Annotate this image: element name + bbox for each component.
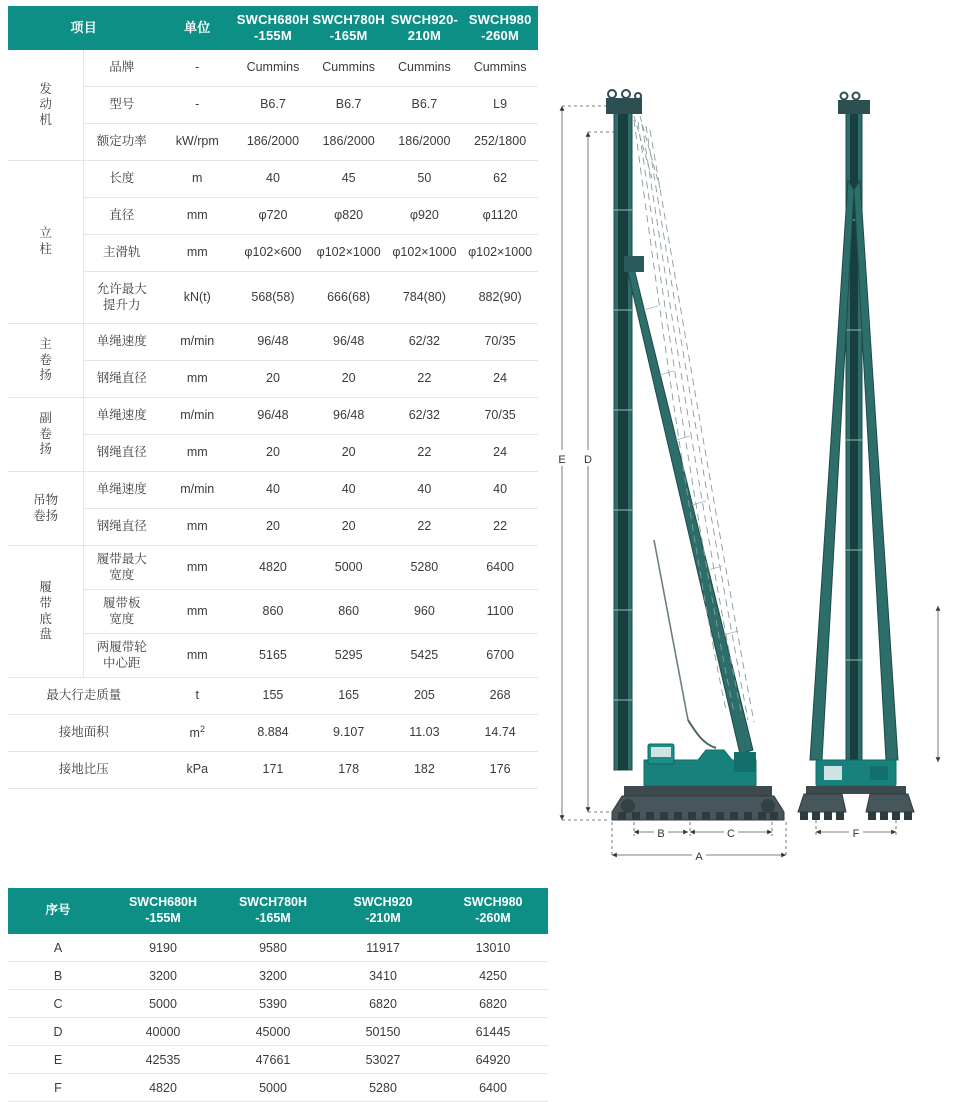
row-value: B6.7	[235, 87, 311, 124]
header-model-3	[387, 6, 463, 50]
row-value: B6.7	[311, 87, 387, 124]
dim-row-value: 3410	[328, 962, 438, 990]
row-value: 20	[311, 361, 387, 398]
row-unit: t	[159, 678, 235, 715]
front-head-sheave-1	[841, 93, 848, 100]
row-unit-base: m	[189, 726, 200, 741]
row-item-label: 品牌	[84, 50, 160, 87]
row-unit: mm	[159, 509, 235, 546]
table-row	[8, 361, 538, 398]
drill-hose	[688, 720, 716, 748]
row-item-label: 主滑轨	[84, 235, 160, 272]
group-label-engine-char3: 机	[39, 112, 52, 127]
front-track-left	[798, 794, 846, 812]
row-value: 178	[311, 752, 387, 789]
header-model-2-line2: -165M	[329, 28, 368, 43]
header-model-4-line1: SWCH980	[468, 11, 532, 27]
group-label-main-winch-char3: 扬	[39, 368, 52, 383]
group-label-crawler-char4: 盘	[39, 627, 52, 642]
row-item-label	[84, 590, 160, 634]
dim-label-D: D	[584, 454, 592, 466]
row-value: φ1120	[462, 198, 538, 235]
group-label-aux-winch-char2: 卷	[39, 426, 52, 441]
row-item-label: 钢绳直径	[84, 509, 160, 546]
dim-row-value: 5000	[218, 1074, 328, 1102]
row-unit	[159, 715, 235, 752]
row-value: 14.74	[462, 715, 538, 752]
row-value: B6.7	[387, 87, 463, 124]
row-value: 568(58)	[235, 272, 311, 324]
dim-label-E: E	[558, 454, 566, 466]
row-value: 70/35	[462, 398, 538, 435]
table-row	[8, 161, 538, 198]
dim-row-value: 45000	[218, 1018, 328, 1046]
dim-row-value: 13010	[438, 934, 548, 962]
dim-row-value: 4250	[438, 962, 548, 990]
table-row	[8, 1018, 548, 1046]
group-label-crawler-char2: 带	[39, 595, 52, 610]
header-item-label: 项目	[70, 19, 97, 35]
row-unit: kPa	[159, 752, 235, 789]
dim-row-value: 3200	[108, 962, 218, 990]
table-row	[8, 590, 538, 634]
row-unit-exponent: 2	[199, 724, 205, 735]
row-value: 20	[311, 435, 387, 472]
row-value: 171	[235, 752, 311, 789]
dim-label-A: A	[695, 851, 703, 863]
dim-row-value: 50150	[328, 1018, 438, 1046]
dim-row-label: D	[8, 1018, 108, 1046]
row-value: 96/48	[235, 398, 311, 435]
group-label-mast	[8, 161, 84, 324]
group-label-main-winch-char1: 主	[39, 337, 52, 352]
row-value: 40	[311, 472, 387, 509]
group-label-aux-winch	[8, 398, 84, 472]
front-head-sheave-2	[853, 93, 860, 100]
front-view-machine	[798, 93, 914, 821]
dim-row-value: 3200	[218, 962, 328, 990]
row-item-label-line1: 履带板	[103, 595, 141, 610]
boom-segment-lines	[644, 306, 738, 635]
dim-header-model-3	[328, 888, 438, 934]
row-value: 22	[387, 435, 463, 472]
row-value: 205	[387, 678, 463, 715]
group-label-main-winch	[8, 324, 84, 398]
dimension-table-body	[8, 934, 548, 1102]
row-value: 6700	[462, 634, 538, 678]
row-value: 4820	[235, 546, 311, 590]
row-item-label-line2: 宽度	[109, 611, 135, 626]
dashed-guides	[634, 116, 660, 188]
drawing-svg	[548, 60, 953, 870]
dim-row-label: C	[8, 990, 108, 1018]
front-cabin-window	[824, 766, 842, 780]
row-value: 40	[235, 472, 311, 509]
table-row	[8, 715, 538, 752]
header-model-2-line1: SWCH780H	[312, 11, 385, 27]
row-value: 22	[387, 361, 463, 398]
row-item-label: 钢绳直径	[84, 435, 160, 472]
header-model-1	[235, 6, 311, 50]
group-label-aux-winch-char1: 副	[39, 411, 52, 426]
group-label-main-winch-char2: 卷	[39, 352, 52, 367]
row-item-label: 钢绳直径	[84, 361, 160, 398]
row-value: Cummins	[387, 50, 463, 87]
row-unit: -	[159, 87, 235, 124]
row-value: 165	[311, 678, 387, 715]
machine-drawing	[548, 60, 953, 870]
row-item-label-line2: 中心距	[103, 655, 141, 670]
row-value: L9	[462, 87, 538, 124]
dim-label-F: F	[852, 828, 860, 840]
row-value: 20	[311, 509, 387, 546]
dim-row-label: F	[8, 1074, 108, 1102]
row-value: 40	[387, 472, 463, 509]
row-value: 96/48	[235, 324, 311, 361]
group-label-aux-winch-char3: 扬	[39, 442, 52, 457]
row-value: Cummins	[462, 50, 538, 87]
row-value: 784(80)	[387, 272, 463, 324]
front-track-frame	[806, 786, 906, 794]
specification-table-container	[8, 6, 538, 789]
dim-row-value: 6400	[438, 1074, 548, 1102]
row-unit: mm	[159, 435, 235, 472]
row-value: 24	[462, 435, 538, 472]
row-item-label-line1: 允许最大	[96, 281, 147, 296]
row-item-label-line1: 两履带轮	[96, 639, 147, 654]
cabin-window	[651, 747, 671, 757]
group-label-engine	[8, 50, 84, 161]
row-value: 20	[235, 361, 311, 398]
dim-row-value: 61445	[438, 1018, 548, 1046]
dimension-table	[8, 888, 548, 1102]
dim-header-model-1-line1: SWCH680H	[128, 895, 198, 910]
group-label-lifting-winch	[8, 472, 84, 546]
header-model-2	[311, 6, 387, 50]
row-unit: mm	[159, 198, 235, 235]
dim-row-value: 11917	[328, 934, 438, 962]
front-counterweight	[870, 766, 888, 780]
mast-inner-rail	[618, 110, 628, 770]
row-value: 96/48	[311, 324, 387, 361]
header-unit	[159, 6, 235, 50]
row-value: φ820	[311, 198, 387, 235]
row-value: 8.884	[235, 715, 311, 752]
table-row	[8, 398, 538, 435]
row-value: 62/32	[387, 398, 463, 435]
table-row	[8, 124, 538, 161]
row-value: 186/2000	[387, 124, 463, 161]
row-value: 62	[462, 161, 538, 198]
dim-row-label: E	[8, 1046, 108, 1074]
table-row	[8, 198, 538, 235]
table-row	[8, 509, 538, 546]
dim-header-model-3-line1: SWCH920	[353, 895, 413, 910]
row-value: 40	[462, 472, 538, 509]
row-value: φ102×1000	[311, 235, 387, 272]
row-value: 268	[462, 678, 538, 715]
row-value: 11.03	[387, 715, 463, 752]
dim-row-value: 5390	[218, 990, 328, 1018]
dim-row-value: 9580	[218, 934, 328, 962]
row-value: 5000	[311, 546, 387, 590]
table-row	[8, 934, 548, 962]
mast-head-sheave-3	[635, 93, 641, 99]
row-value: 666(68)	[311, 272, 387, 324]
row-value: 960	[387, 590, 463, 634]
row-value: 5280	[387, 546, 463, 590]
row-unit: mm	[159, 361, 235, 398]
row-value: 24	[462, 361, 538, 398]
track-sprocket-rear	[761, 799, 775, 813]
row-value: φ102×1000	[462, 235, 538, 272]
dim-row-value: 53027	[328, 1046, 438, 1074]
row-item-label-line2: 宽度	[109, 567, 135, 582]
dim-row-value: 5280	[328, 1074, 438, 1102]
dim-header-model-4-line2: -260M	[475, 911, 511, 925]
dim-row-value: 4820	[108, 1074, 218, 1102]
row-item-label: 最大行走质量	[8, 678, 159, 715]
row-item-label: 长度	[84, 161, 160, 198]
row-item-label: 型号	[84, 87, 160, 124]
dim-row-value: 64920	[438, 1046, 548, 1074]
dim-header-model-2-line2: -165M	[255, 911, 291, 925]
row-value: 860	[311, 590, 387, 634]
header-model-3-line1: SWCH920-	[390, 11, 459, 27]
track-idler-front	[621, 799, 635, 813]
row-unit: m/min	[159, 472, 235, 509]
row-value: 9.107	[311, 715, 387, 752]
row-value: 860	[235, 590, 311, 634]
mast-head-sheave-2	[622, 90, 630, 98]
row-value: 20	[235, 435, 311, 472]
dimension-table-head	[8, 888, 548, 934]
row-value: 176	[462, 752, 538, 789]
dim-row-value: 6820	[328, 990, 438, 1018]
group-label-lifting-winch-char2: 卷扬	[33, 508, 59, 523]
row-value: 70/35	[462, 324, 538, 361]
row-value: 5295	[311, 634, 387, 678]
table-row	[8, 546, 538, 590]
dim-row-value: 5000	[108, 990, 218, 1018]
table-row	[8, 50, 538, 87]
group-label-mast-char1: 立	[39, 226, 52, 241]
row-value: φ720	[235, 198, 311, 235]
group-label-engine-char2: 动	[39, 97, 52, 112]
dim-row-value: 40000	[108, 1018, 218, 1046]
group-label-crawler-char1: 履	[39, 580, 52, 595]
dim-header-index	[8, 888, 108, 934]
table-row	[8, 272, 538, 324]
header-model-4	[462, 6, 538, 50]
row-value: 50	[387, 161, 463, 198]
row-unit: mm	[159, 235, 235, 272]
header-model-1-line2: -155M	[254, 28, 292, 43]
group-label-mast-char2: 柱	[39, 242, 52, 256]
specification-table	[8, 6, 538, 789]
dim-header-index-label: 序号	[45, 903, 71, 918]
table-row	[8, 634, 538, 678]
row-value: 5165	[235, 634, 311, 678]
dim-header-model-1-line2: -155M	[145, 911, 181, 925]
row-unit: mm	[159, 634, 235, 678]
crawler-track-front	[798, 786, 914, 820]
row-value: 1100	[462, 590, 538, 634]
dim-header-model-4	[438, 888, 548, 934]
header-unit-label: 单位	[184, 19, 211, 35]
dim-row-value: 42535	[108, 1046, 218, 1074]
dim-header-model-2-line1: SWCH780H	[238, 895, 308, 910]
dim-label-B: B	[657, 828, 665, 840]
front-track-shoes	[800, 812, 912, 820]
row-unit: kN(t)	[159, 272, 235, 324]
row-value: 186/2000	[235, 124, 311, 161]
row-unit: m/min	[159, 398, 235, 435]
row-value: 186/2000	[311, 124, 387, 161]
group-label-crawler	[8, 546, 84, 678]
row-item-label: 额定功率	[84, 124, 160, 161]
row-item-label: 单绳速度	[84, 398, 160, 435]
table-row	[8, 990, 548, 1018]
row-item-label	[84, 272, 160, 324]
row-value: 6400	[462, 546, 538, 590]
table-header-row	[8, 6, 538, 50]
side-view-machine	[606, 90, 784, 820]
dimension-table-container	[8, 888, 538, 1102]
specification-table-body	[8, 50, 538, 789]
counterweight	[734, 752, 756, 772]
dim-row-label: A	[8, 934, 108, 962]
header-model-4-line2: -260M	[481, 28, 520, 43]
table-row	[8, 472, 538, 509]
group-label-crawler-char3: 底	[39, 611, 52, 626]
row-unit: mm	[159, 546, 235, 590]
table-row	[8, 752, 538, 789]
table-row	[8, 235, 538, 272]
row-item-label: 接地比压	[8, 752, 159, 789]
row-item-label: 接地面积	[8, 715, 159, 752]
row-unit: mm	[159, 590, 235, 634]
row-unit: kW/rpm	[159, 124, 235, 161]
dim-header-model-3-line2: -210M	[365, 911, 401, 925]
table-row	[8, 435, 538, 472]
row-item-label	[84, 546, 160, 590]
row-value: 182	[387, 752, 463, 789]
dim-row-value: 9190	[108, 934, 218, 962]
dim-header-model-1	[108, 888, 218, 934]
track-frame	[624, 786, 772, 796]
table-row	[8, 87, 538, 124]
row-value: φ920	[387, 198, 463, 235]
mast-head	[606, 98, 642, 114]
row-value: 96/48	[311, 398, 387, 435]
row-item-label-line1: 履带最大	[96, 551, 147, 566]
dim-label-C: C	[727, 828, 735, 840]
row-value: 20	[235, 509, 311, 546]
header-model-3-line2: 210M	[407, 28, 442, 43]
front-track-right	[866, 794, 914, 812]
row-item-label: 单绳速度	[84, 324, 160, 361]
group-label-lifting-winch-char1: 吊物	[33, 492, 59, 507]
table-row	[8, 962, 548, 990]
header-item	[8, 6, 159, 50]
front-mast-head	[838, 100, 870, 114]
row-value: φ102×600	[235, 235, 311, 272]
dim-row-label: B	[8, 962, 108, 990]
dim-header-model-2	[218, 888, 328, 934]
specification-table-head	[8, 6, 538, 50]
dim-header-model-4-line1: SWCH980	[463, 895, 523, 910]
row-item-label-line2: 提升力	[103, 297, 141, 312]
row-value: 22	[462, 509, 538, 546]
row-value: Cummins	[235, 50, 311, 87]
row-item-label	[84, 634, 160, 678]
row-value: 40	[235, 161, 311, 198]
row-unit: -	[159, 50, 235, 87]
row-value: Cummins	[311, 50, 387, 87]
crawler-track-side	[612, 786, 784, 820]
table-row	[8, 324, 538, 361]
group-label-engine-char1: 发	[39, 81, 52, 96]
row-item-label: 单绳速度	[84, 472, 160, 509]
dim-row-value: 47661	[218, 1046, 328, 1074]
row-value: 5425	[387, 634, 463, 678]
row-value: 882(90)	[462, 272, 538, 324]
row-value: 62/32	[387, 324, 463, 361]
dim-row-value: 6820	[438, 990, 548, 1018]
row-unit: m/min	[159, 324, 235, 361]
row-value: 45	[311, 161, 387, 198]
row-unit: m	[159, 161, 235, 198]
table-row	[8, 1074, 548, 1102]
table-row	[8, 1046, 548, 1074]
row-value: φ102×1000	[387, 235, 463, 272]
header-model-1-line1: SWCH680H	[236, 11, 310, 27]
mast-head-sheave-1	[608, 90, 616, 98]
row-value: 155	[235, 678, 311, 715]
table-row	[8, 678, 538, 715]
boom-top-bracket	[624, 256, 644, 272]
table-header-row	[8, 888, 548, 934]
row-item-label: 直径	[84, 198, 160, 235]
row-value: 22	[387, 509, 463, 546]
kelly-bar-line	[654, 540, 688, 720]
row-value: 252/1800	[462, 124, 538, 161]
